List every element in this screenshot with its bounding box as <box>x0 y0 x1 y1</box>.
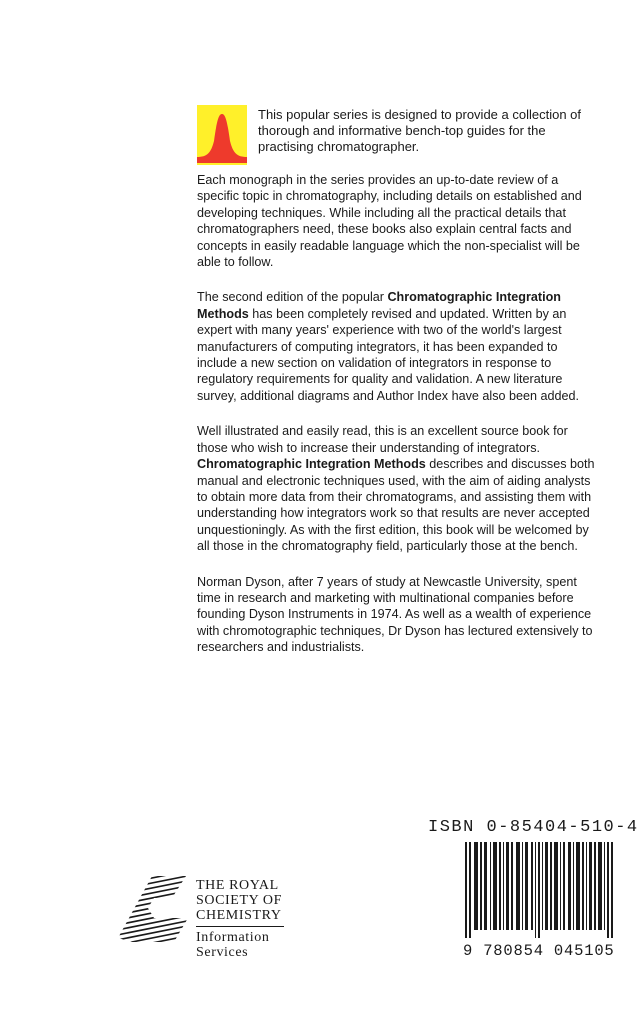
rsc-logo-icon <box>112 872 190 950</box>
body-text <box>197 172 595 675</box>
publisher-line: SOCIETY OF <box>196 893 282 908</box>
publisher-name <box>196 878 284 960</box>
publisher-division: Services <box>196 945 249 960</box>
paragraph-author: Norman Dyson, after 7 years of study at Newcastle University, spent time in research and marketing with multinational companies before founding Dyson Instruments in 1974. As well as a wealth of experience with chromotographic techniques, Dr Dyson has lectured extensively to researchers and industrialists. <box>197 574 593 655</box>
book-title: Chromatographic Integration Methods <box>197 290 561 321</box>
paragraph-monograph: Each monograph in the series provides an up-to-date review of a specific topic in chromatography, including details on established and developing techniques. While including all the practical details that chromatographers need, these books also explain central facts and concepts in easily readable language which the non-specialist will be able to follow. <box>197 173 582 270</box>
chromatogram-peak-logo <box>197 105 247 165</box>
publisher-line: THE ROYAL <box>196 878 279 893</box>
publisher-line: CHEMISTRY <box>196 908 282 923</box>
isbn-label: ISBN 0-85404-510-4 <box>428 818 639 837</box>
publisher-divider <box>196 926 284 927</box>
barcode <box>465 842 615 938</box>
publisher-division: Information <box>196 930 270 945</box>
paragraph-second-edition: The second edition of the popular Chromatographic Integration Methods has been completely revised and updated. Written by an expert with many years' experience with two of the world's largest manufacturers of computing integrators, it has been expanded to include a new section on validation of integrators in response to regulatory requirements for quality and validation. A new literature survey, additional diagrams and Author Index have also been added. <box>197 290 580 403</box>
book-title: Chromatographic Integration Methods <box>197 457 426 472</box>
paragraph-description: Well illustrated and easily read, this is an excellent source book for those who wish to increase their understanding of integrators. Chromatographic Integration Methods describes and discusses both manual and electronic techniques used, with the aim of aiding analysts to obtain more data from their chromatograms, and assisting them with understanding how integrators work so that results are never accepted unquestioningly. As with the first edition, this book will be welcomed by all those in the chromatography field, particularly those at the bench. <box>197 424 595 554</box>
barcode-number: 9 780854 045105 <box>463 942 615 960</box>
series-intro: This popular series is designed to provide a collection of thorough and informative bench-top guides for the practising chromatographer. <box>258 107 582 154</box>
